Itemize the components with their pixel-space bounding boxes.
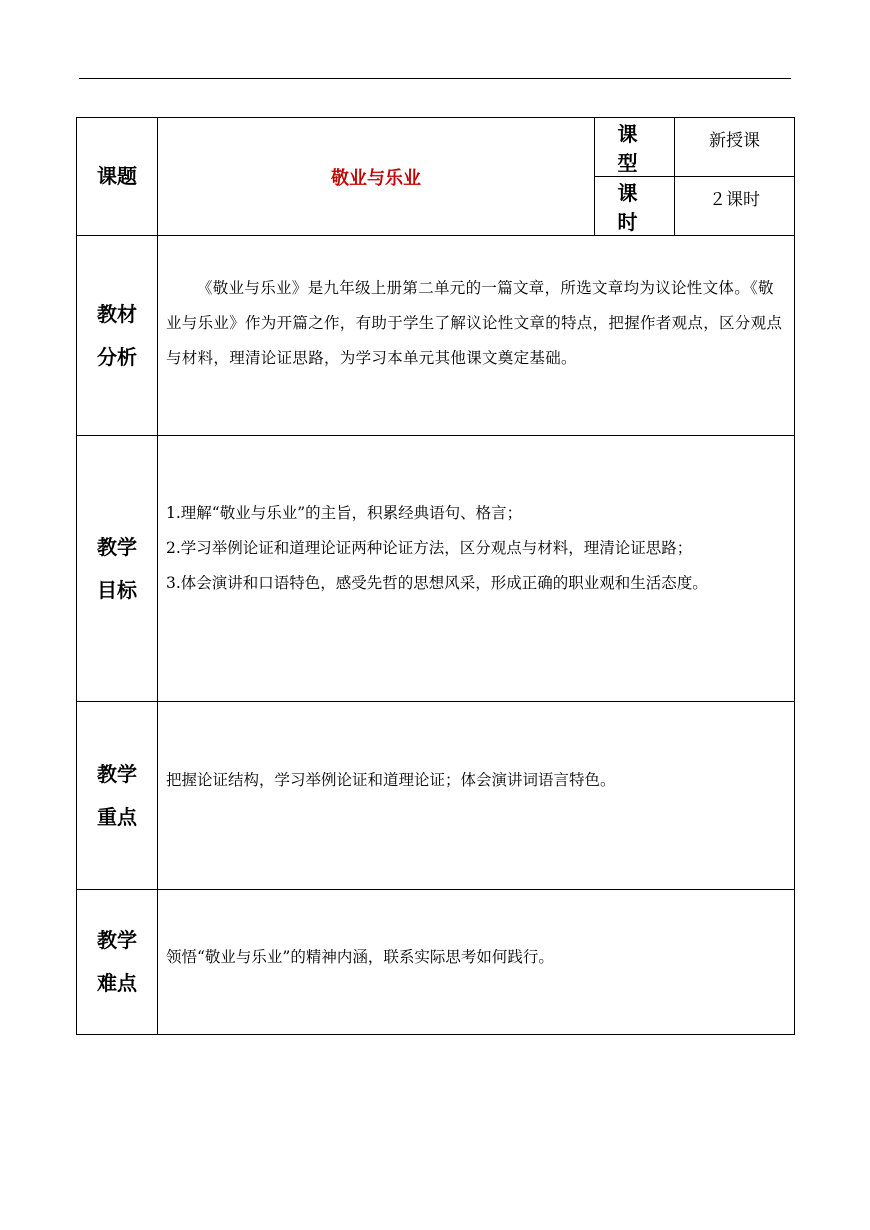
key-points-label: 教学 重点 xyxy=(77,702,158,890)
goals-content xyxy=(158,436,795,702)
analysis-text: 《敬业与乐业》是九年级上册第二单元的一篇文章，所选文章均为议论性文体。《敬业与乐业》作为开篇之作，有助于学生了解议论性文章的特点，把握作者观点，区分观点与材料，理清论证思路，为学习本单元其他课文奠定基础。 xyxy=(166,279,783,367)
key-points-text: 把握论证结构，学习举例论证和道理论证；体会演讲词语言特色。 xyxy=(166,771,616,789)
difficulties-label: 教学 难点 xyxy=(77,890,158,1035)
difficulties-content xyxy=(158,890,795,1035)
topic-title: 敬业与乐业 xyxy=(158,118,595,236)
goal-item: 3.体会演讲和口语特色，感受先哲的思想风采，形成正确的职业观和生活态度。 xyxy=(166,574,708,592)
header-rule xyxy=(79,78,791,79)
hours-label: 课 时 xyxy=(595,177,675,236)
topic-label-cell xyxy=(77,118,158,236)
analysis-label: 教材 分析 xyxy=(77,236,158,436)
analysis-content xyxy=(158,236,795,436)
type-label: 课 型 xyxy=(595,118,675,177)
topic-label: 课题 xyxy=(97,164,137,188)
key-points-content xyxy=(158,702,795,890)
goal-item: 2.学习举例论证和道理论证两种论证方法，区分观点与材料，理清论证思路； xyxy=(166,539,693,557)
goal-item: 1.理解“敬业与乐业”的主旨，积累经典语句、格言； xyxy=(166,504,523,522)
hours-value: ２课时 xyxy=(675,177,795,236)
type-value: 新授课 xyxy=(675,118,795,177)
difficulties-text: 领悟“敬业与乐业”的精神内涵，联系实际思考如何践行。 xyxy=(166,947,554,966)
lesson-plan-table xyxy=(76,117,795,1035)
goals-label: 教学 目标 xyxy=(77,436,158,702)
